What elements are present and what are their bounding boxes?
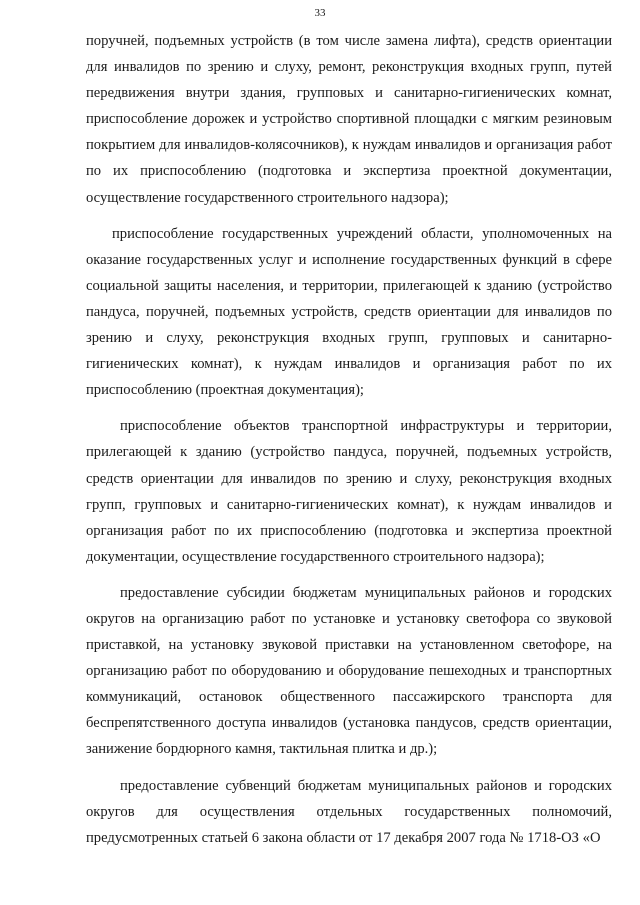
page-number: 33 bbox=[314, 7, 326, 19]
document-body bbox=[86, 28, 612, 861]
paragraph-3: приспособление объектов транспортной инфраструктуры и территории, прилегающей к зданию (устройство пандуса, поручней, подъемных устройств, средств ориентации для инвалидов по зрению и слуху, реконструкция входных групп, групповых и санитарно-гигиенических комнат), к нуждам инвалидов и организация работ по их приспособлению (подготовка и экспертиза проектной документации, осуществление государственного строительного надзора); bbox=[86, 418, 612, 565]
paragraph-5: предоставление субвенций бюджетам муниципальных районов и городских округов для осуществления отдельных государственных полномочий, предусмотренных статьей 6 закона области от 17 декабря 2007 года № 1718-ОЗ «О bbox=[86, 777, 612, 846]
paragraph-4: предоставление субсидии бюджетам муниципальных районов и городских округов на организацию работ по установке и установку светофора со звуковой приставкой, на установку звуковой приставки на установленном светофоре, на организацию работ по оборудованию и оборудование пешеходных и транспортных коммуникаций, остановок общественного пассажирского транспорта для беспрепятственного доступа инвалидов (установка пандусов, средств ориентации, занижение бордюрного камня, тактильная плитка и др.); bbox=[86, 584, 612, 758]
paragraph-2: приспособление государственных учреждений области, уполномоченных на оказание государственных услуг и исполнение государственных функций в сфере социальной защиты населения, и территории, прилегающей к зданию (устройство пандуса, поручней, подъемных устройств, средств ориентации для инвалидов по зрению и слуху, реконструкция входных групп, групповых и санитарно-гигиенических комнат), к нуждам инвалидов и организация работ по их приспособлению (проектная документация); bbox=[86, 225, 612, 399]
paragraph-1: поручней, подъемных устройств (в том числе замена лифта), средств ориентации для инвалидов по зрению и слуху, ремонт, реконструкция входных групп, путей передвижения внутри здания, групповых и санитарно-гигиенических комнат, приспособление дорожек и устройство спортивной площадки с мягким резиновым покрытием для инвалидов-колясочников), к нуждам инвалидов и организация работ по их приспособлению (подготовка и экспертиза проектной документации, осуществление государственного строительного надзора); bbox=[86, 33, 612, 206]
